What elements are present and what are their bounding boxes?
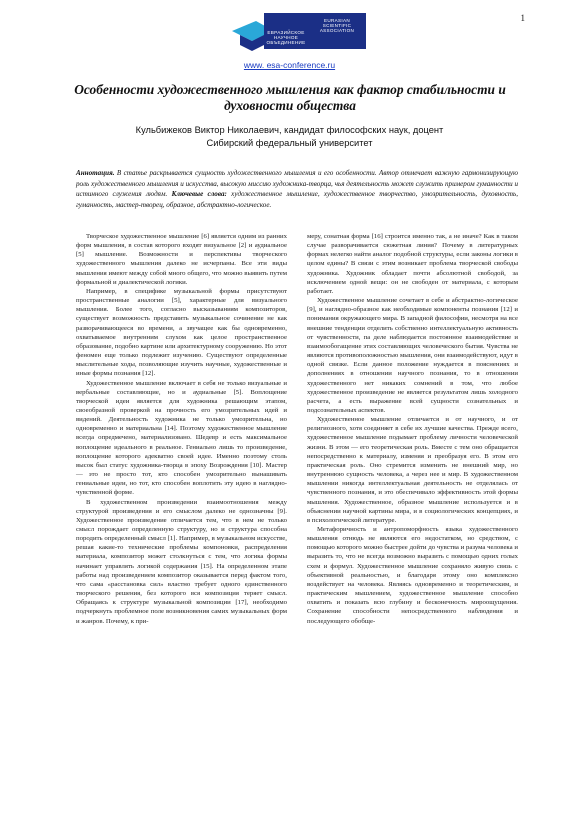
- association-logo: [222, 13, 372, 59]
- abstract-text: В статье раскрывается сущность художественного мышления и его особенности. Автор отмечает важную гармонизирующую роль художественного мышления и искусства, высокую миссию художника-творца, чья деятельность может служить примером гуманности и истинного служения людям.: [76, 169, 518, 198]
- right-column: [307, 232, 518, 812]
- paragraph: Художественное мышление сочетает в себе и абстрактно-логическое [9], и наглядно-образное как необходимые компоненты познания [12] и понимания окружающего мира. В западной философии, несмотря на все внешние тенденции отделить собственно интеллектуальную активность от чувственности, па деле наблюдается постоянное взаимодействие и взаимообогащение этих составляющих человеческого бытия. Чувства не являются противоположностью мышления, они взаимодействуют, идут в одной связке. Если данное положение нуждается в пояснениях и дополнениях в отношении научного познания, то в отношении художественного нет никаких сомнений в том, что любое художественное произведение не является результатом лишь холодного расчета, а есть выражение всей сущности сознательных и подсознательных аспектов.: [307, 297, 518, 414]
- article-title: Особенности художественного мышления как фактор стабильности и духовности общества: [74, 82, 506, 113]
- keywords-text: художественное мышление, художественное творчество, умозрительность, духовность, гуманность, мастер-творец, образное, абстрактно-логическое.: [76, 190, 518, 209]
- paragraph: меру, сонатная форма [16] строится именно так, а не иначе? Как в таком случае разворачивается сюжетная линия? Почему в литературных формах нелегко найти аналог подобной структуры, если законы логики в целом едины? В связи с этим возникает проблема творческой свободы художника. Художник обладает почти абсолютной свободой, за исключением одной вещи: он не свободен от материала, с которым работает.: [307, 233, 518, 295]
- paragraph: В художественном произведении взаимоотношения между структурой произведения и его смыслом далеко не однозначны [9]. Художественное произведение отличается тем, что в нем не только смысл порождает определенную структуру, но и структура способна породить определенный смысл [1]. Например, в музыкальном искусстве, решая какие-то технические проблемы компоновки, распределения материала, композитор может столкнуться с тем, что логика формы начинает управлять логикой содержания [15]. На определенном этапе работы над произведением композитор оказывается перед фактом того, что сама «расстановка сил» властно требует одного единственного творческого решения, без которого вся композиция теряет смысл. Обращаясь к структуре музыкальной композиции [17], необходимо подчеркнуть проблемное поле возникновения самих музыкальных форм и жанров. Почему, к при-: [76, 498, 287, 625]
- paragraph: Художественное мышление включает в себя не только визуальные и вербальные составляющие, но и аудиальные [5]. Воплощение творческой идеи является для художника решающим этапом, своеобразной проверкой на прочность его умозрительных идей и видений. Деятельность художника не только умозрительна, но одновременно и материальна [14]. Поэтому художественное мышление всегда опредмечено, материализовано. Шедевр и есть максимальное воплощение идеального в реальное. Гениально лишь то произведение, воплощение которого адекватно своей идее. Именно поэтому столь высок был статус художника-творца в эпоху Возрождения [10]. Мастер — это не просто тот, кто способен умозрительно вынашивать гениальные идеи, но тот, кто способен воплотить эту идею в наглядно-чувственной форме.: [76, 379, 287, 497]
- paragraph: Например, в специфике музыкальной формы присутствуют пространственные аналогии [5], характерные для визуального мышления. Более того, согласно высказываниям композиторов, существует возможность представить музыкальное сочинение не как разворачивающееся во времени, а звучащее как бы одновременно, охватываемое внутренним слухом как целое пространственное образование, подобно картине или архитектурному сооружению. Но этот феномен еще только подлежит изучению. Существуют определенные мыслительные ходы, позволяющие изучить научные, художественные и иные формы познания [12].: [76, 287, 287, 378]
- paragraph: Творческое художественное мышление [6] является одним из ранних форм мышления, в состав которого входят визуальное [2] и аудиальное [5] мышление. Возможности и перспективы творческого художественного мышления далеко не исчерпаны. Все эти виды мышления имеют между собой много общего, что можно выявить путем формальной и диалектической логики.: [76, 233, 287, 286]
- logo-text-ru: ЕВРАЗИЙСКОЕ НАУЧНОЕ ОБЪЕДИНЕНИЕ: [266, 30, 306, 46]
- logo-text-en: EURASIAN SCIENTIFIC ASSOCIATION: [319, 18, 355, 34]
- author-block: [0, 124, 579, 150]
- keywords-label: Ключевые слова:: [171, 190, 227, 198]
- affiliation: Сибирский федеральный университет: [206, 138, 373, 148]
- paragraph: Метафоричность и антропоморфность языка художественного мышления отнюдь не являются его недостатком, но средством, с помощью которого можно быстрее дойти до чувства и разума человека и выразить то, что не всегда возможно выразить с помощью одних голых схем и формул. Художественное мышление сохраняло живую связь с объективной реальностью, и благодаря этому оно комплексно воздействует на человека. Являясь одновременно и теоретическим, и практическим мышлением, художественное мышление способно охватить и показать всю глубину и бесконечность мироощущения. Сохранение способности непосредственного наблюдения и последующего обобще-: [307, 526, 518, 625]
- page-number: 1: [520, 13, 525, 23]
- abstract-label: Аннотация.: [76, 169, 115, 177]
- body-columns: [76, 232, 518, 812]
- abstract-block: [76, 168, 518, 210]
- paragraph: Художественное мышление отличается и от научного, и от религиозного, хотя соединяет в себе их лучшие качества. Прежде всего, художественное мышление подымает проблему личности человеческой жизни. В этом — его теоретическая роль. Вместе с тем оно обращается непосредственно к материалу, изменяя и преобразуя его. В этом его практическая роль. Оно стремится изменить не внешний мир, но внутреннюю сущность человека, а через нее и мир. В художественном мышлении никогда интеллектуальная деятельность не отделялась от чувственного познания, и это обеспечивало эффективность этой формы мышления. Художественное, образное мышление используется и в объяснении научной картины мира, и в социологических концепциях, и в психологической литературе.: [307, 416, 518, 524]
- left-column: [76, 232, 287, 812]
- site-url-link[interactable]: www. esa-conference.ru: [243, 60, 336, 70]
- author-line: Кульбижеков Виктор Николаевич, кандидат философских наук, доцент: [135, 125, 444, 135]
